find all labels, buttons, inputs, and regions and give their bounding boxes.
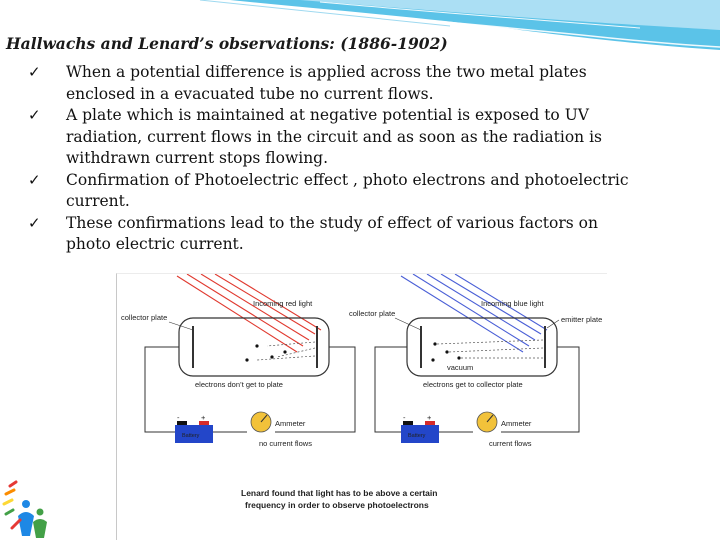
battery-label: Battery (182, 433, 200, 439)
incoming-light-label: Incoming red light (253, 299, 313, 308)
caption-line-2: frequency in order to observe photoelectrons (245, 500, 429, 510)
bullet-item (28, 62, 638, 105)
vacuum-label: vacuum (447, 363, 474, 372)
checkmark-icon: ✓ (28, 170, 41, 189)
incoming-light-label: Incoming blue light (481, 299, 544, 308)
ammeter-label: Ammeter (501, 419, 532, 428)
battery-label: Battery (408, 433, 426, 439)
caption-line-1: Lenard found that light has to be above a certain (241, 488, 438, 498)
bullet-text: Confirmation of Photoelectric effect , photo electrons and photoelectric current. (66, 170, 629, 210)
bullet-text: When a potential difference is applied across the two metal plates enclosed in a evacuated tube no current flows. (66, 63, 587, 103)
photoelectric-diagram (116, 273, 607, 540)
red-light-rays (177, 274, 321, 352)
bullet-item (28, 170, 638, 213)
current-status-label: current flows (489, 439, 532, 448)
electrons-note-label: electrons get to collector plate (423, 380, 523, 389)
bullet-text: These confirmations lead to the study of effect of various factors on photo electric current. (66, 213, 598, 253)
current-status-label: no current flows (259, 439, 312, 448)
electrons-note-label: electrons don’t get to plate (195, 380, 283, 389)
checkmark-icon: ✓ (28, 106, 41, 124)
battery-plus-label: + (427, 413, 432, 422)
electrons (431, 342, 460, 361)
bullet-list (28, 62, 638, 256)
battery-minus-label: - (403, 413, 406, 422)
ammeter-label: Ammeter (275, 419, 306, 428)
electrons (245, 344, 286, 361)
battery-plus-label: + (201, 413, 206, 422)
checkmark-icon: ✓ (28, 63, 41, 81)
bullet-item (28, 213, 638, 256)
slide-title: Hallwachs and Lenard’s observations: (1886-1902) (6, 34, 448, 53)
right-apparatus (349, 274, 602, 448)
battery-minus-label: - (177, 413, 180, 422)
people-logo-icon (0, 478, 60, 540)
checkmark-icon: ✓ (28, 213, 41, 232)
blue-light-rays (401, 274, 547, 352)
collector-plate-label: collector plate (349, 309, 396, 318)
left-apparatus (121, 274, 355, 448)
collector-plate-label: collector plate (121, 313, 168, 322)
bullet-item (28, 105, 638, 170)
vacuum-tube (179, 318, 329, 376)
bullet-text: A plate which is maintained at negative potential is exposed to UV radiation, current flows in the circuit and as soon as the radiation is withdrawn current stops flowing. (66, 106, 603, 167)
emitter-plate-label: emitter plate (561, 315, 603, 324)
